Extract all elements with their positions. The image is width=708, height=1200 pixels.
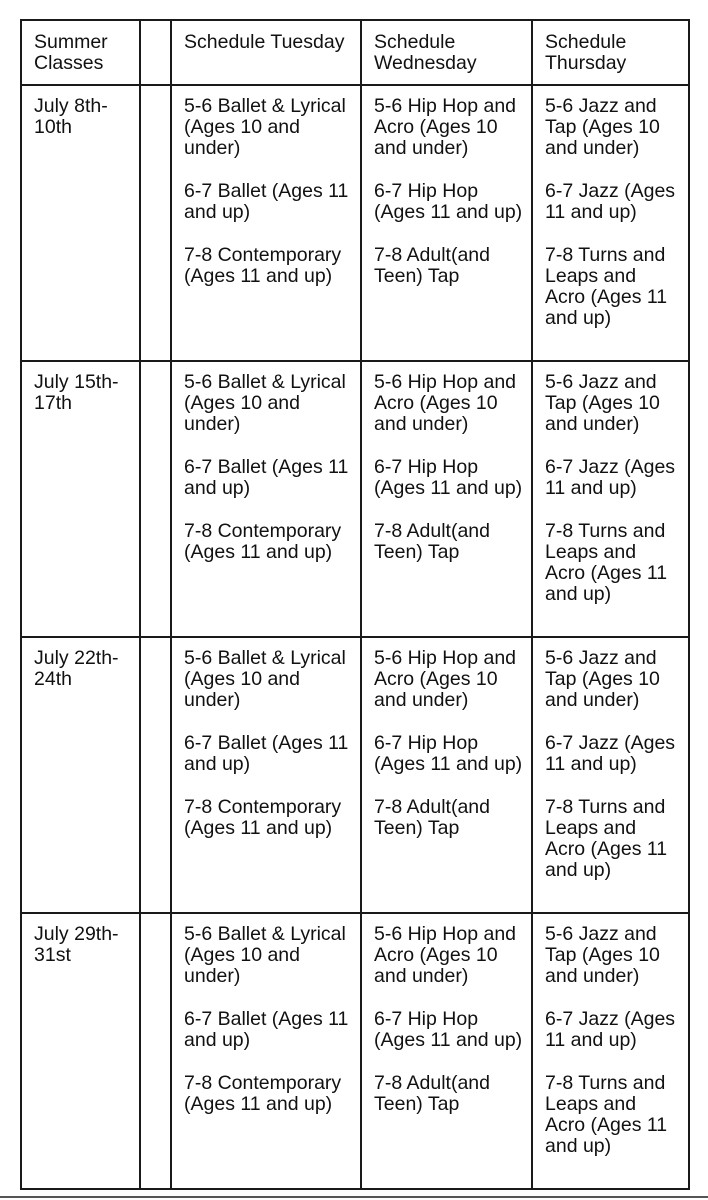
class-entry: 5-6 Jazz and Tap (Ages 10 and under) — [545, 923, 660, 987]
week-label: July 22th-24th — [21, 637, 140, 913]
empty-cell — [140, 361, 171, 637]
tuesday-cell — [171, 85, 361, 361]
thursday-cell — [532, 637, 689, 913]
week-row — [21, 85, 689, 361]
class-entry: 6-7 Ballet (Ages 11 and up) — [184, 456, 349, 499]
class-entry: 7-8 Contemporary (Ages 11 and up) — [184, 244, 342, 287]
class-entry: 6-7 Hip Hop (Ages 11 and up) — [374, 456, 523, 499]
class-entry: 6-7 Hip Hop (Ages 11 and up) — [374, 180, 523, 223]
class-entry: 5-6 Hip Hop and Acro (Ages 10 and under) — [374, 95, 517, 159]
class-entry: 7-8 Turns and Leaps and Acro (Ages 11 and up) — [545, 796, 668, 881]
empty-cell — [140, 913, 171, 1189]
thursday-cell — [532, 913, 689, 1189]
class-entry: 5-6 Ballet & Lyrical (Ages 10 and under) — [184, 923, 346, 987]
tuesday-cell — [171, 361, 361, 637]
class-entry: 6-7 Ballet (Ages 11 and up) — [184, 180, 349, 223]
wednesday-cell — [361, 85, 532, 361]
header-empty-column — [140, 20, 171, 85]
class-entry: 5-6 Hip Hop and Acro (Ages 10 and under) — [374, 647, 517, 711]
header-row — [21, 20, 689, 85]
class-entry: 7-8 Turns and Leaps and Acro (Ages 11 and up) — [545, 520, 668, 605]
tuesday-cell — [171, 637, 361, 913]
class-entry: 7-8 Contemporary (Ages 11 and up) — [184, 796, 342, 839]
class-entry: 5-6 Jazz and Tap (Ages 10 and under) — [545, 647, 660, 711]
header-tuesday: Schedule Tuesday — [171, 20, 361, 85]
class-entry: 6-7 Ballet (Ages 11 and up) — [184, 732, 349, 775]
class-entry: 7-8 Adult(and Teen) Tap — [374, 1072, 491, 1115]
wednesday-cell — [361, 361, 532, 637]
schedule-table — [20, 19, 690, 1190]
empty-cell — [140, 637, 171, 913]
class-entry: 6-7 Hip Hop (Ages 11 and up) — [374, 1008, 523, 1051]
class-entry: 6-7 Jazz (Ages 11 and up) — [545, 456, 676, 499]
class-entry: 5-6 Jazz and Tap (Ages 10 and under) — [545, 95, 660, 159]
thursday-cell — [532, 361, 689, 637]
week-label: July 8th-10th — [21, 85, 140, 361]
tuesday-cell — [171, 913, 361, 1189]
header-wednesday: Schedule Wednesday — [361, 20, 532, 85]
week-label: July 29th-31st — [21, 913, 140, 1189]
week-label: July 15th-17th — [21, 361, 140, 637]
class-entry: 6-7 Hip Hop (Ages 11 and up) — [374, 732, 523, 775]
class-entry: 5-6 Hip Hop and Acro (Ages 10 and under) — [374, 923, 517, 987]
class-entry: 6-7 Jazz (Ages 11 and up) — [545, 1008, 676, 1051]
class-entry: 6-7 Jazz (Ages 11 and up) — [545, 180, 676, 223]
class-entry: 5-6 Jazz and Tap (Ages 10 and under) — [545, 371, 660, 435]
class-entry: 5-6 Ballet & Lyrical (Ages 10 and under) — [184, 647, 346, 711]
class-entry: 7-8 Contemporary (Ages 11 and up) — [184, 520, 342, 563]
empty-cell — [140, 85, 171, 361]
thursday-cell — [532, 85, 689, 361]
class-entry: 7-8 Turns and Leaps and Acro (Ages 11 and up) — [545, 1072, 668, 1157]
class-entry: 6-7 Jazz (Ages 11 and up) — [545, 732, 676, 775]
class-entry: 7-8 Adult(and Teen) Tap — [374, 796, 491, 839]
class-entry: 7-8 Adult(and Teen) Tap — [374, 244, 491, 287]
class-entry: 6-7 Ballet (Ages 11 and up) — [184, 1008, 349, 1051]
week-row — [21, 913, 689, 1189]
class-entry: 7-8 Contemporary (Ages 11 and up) — [184, 1072, 342, 1115]
wednesday-cell — [361, 913, 532, 1189]
bottom-divider — [0, 1196, 708, 1198]
class-entry: 5-6 Hip Hop and Acro (Ages 10 and under) — [374, 371, 517, 435]
week-row — [21, 361, 689, 637]
week-row — [21, 637, 689, 913]
class-entry: 7-8 Adult(and Teen) Tap — [374, 520, 491, 563]
class-entry: 7-8 Turns and Leaps and Acro (Ages 11 and up) — [545, 244, 668, 329]
header-thursday: Schedule Thursday — [532, 20, 689, 85]
class-entry: 5-6 Ballet & Lyrical (Ages 10 and under) — [184, 95, 346, 159]
class-entry: 5-6 Ballet & Lyrical (Ages 10 and under) — [184, 371, 346, 435]
header-summer-classes: Summer Classes — [21, 20, 140, 85]
wednesday-cell — [361, 637, 532, 913]
